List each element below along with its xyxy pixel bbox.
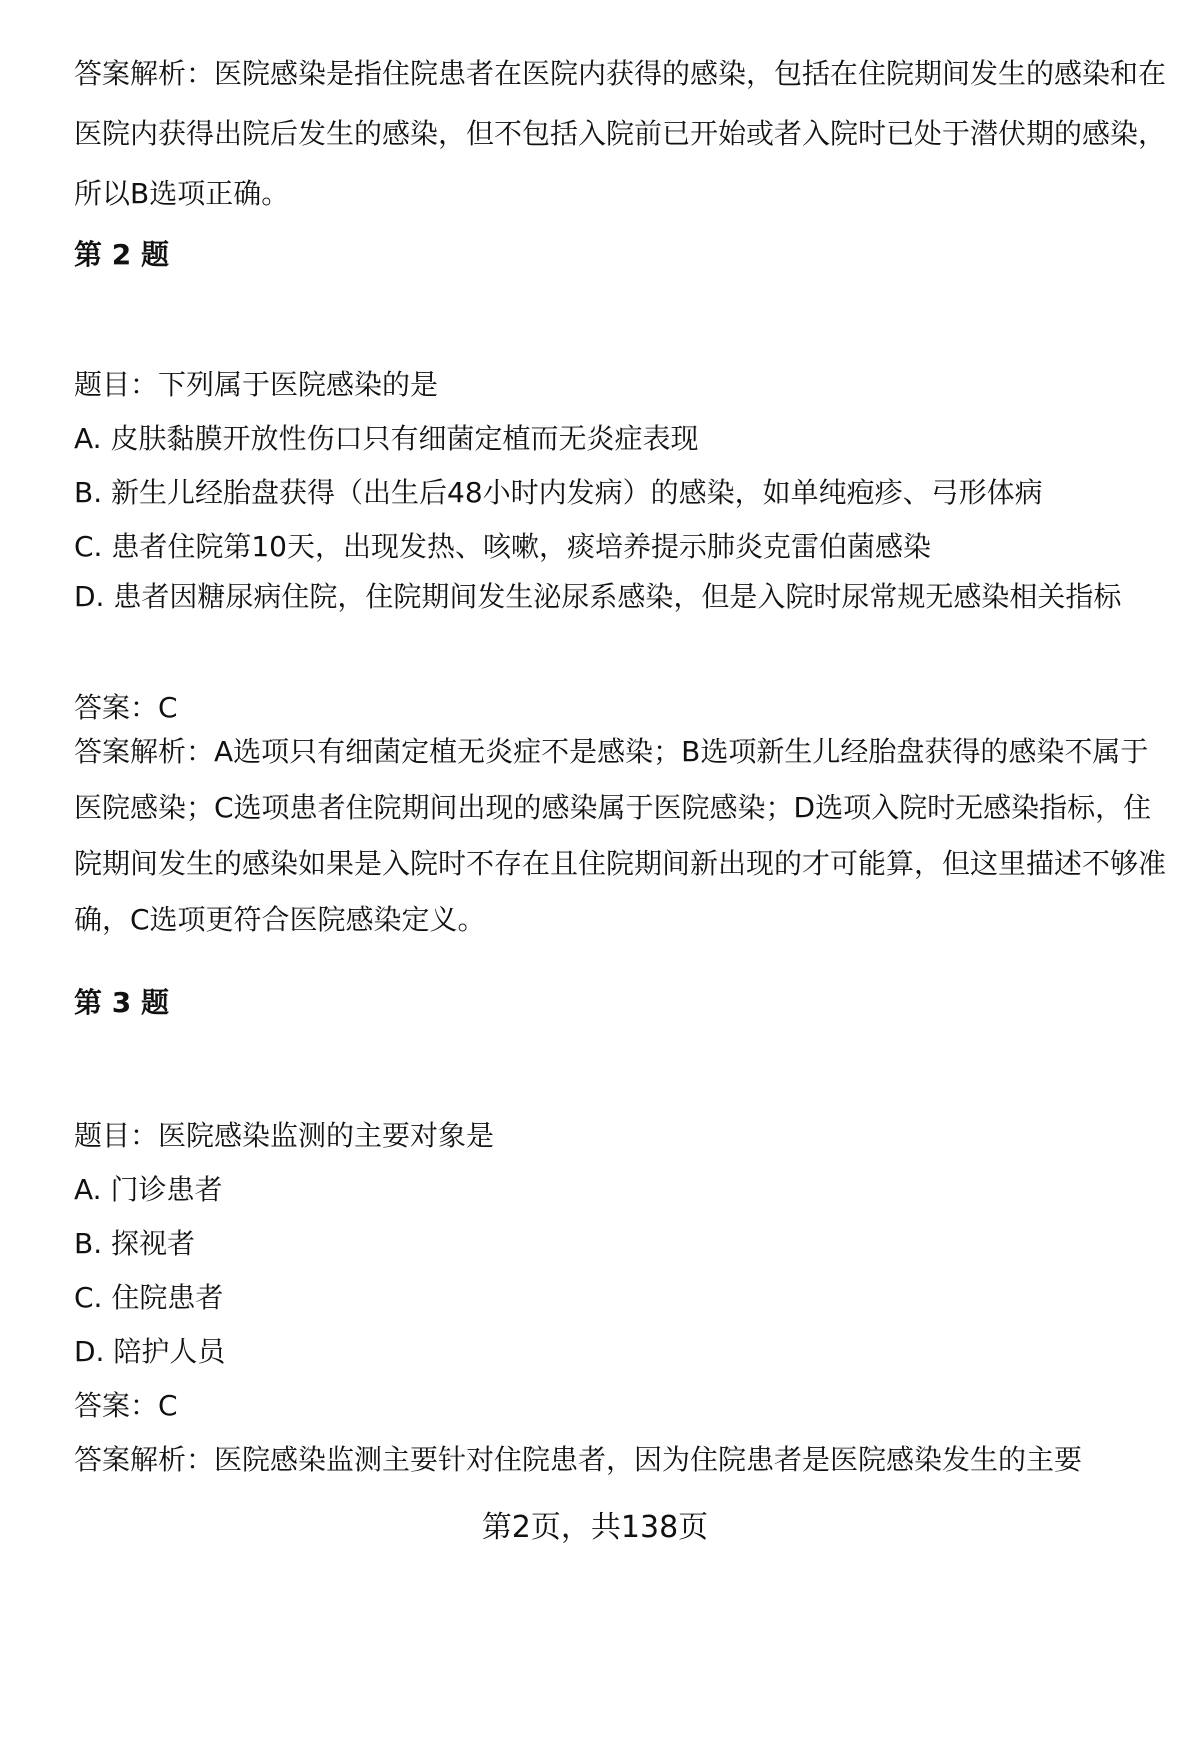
q3-option-d: D. 陪护人员 (74, 1335, 226, 1368)
q3-heading: 第 3 题 (74, 986, 169, 1019)
q2-analysis: 答案解析：A选项只有细菌定植无炎症不是感染；B选项新生儿经胎盘获得的感染不属于医院感染；C选项患者住院期间出现的感染属于医院感染；D选项入院时无感染指标，住院期间发生的感染如果是入院时不存在且住院期间新出现的才可能算，但这里描述不够准确，C选项更符合医院感染定义。 (74, 735, 1167, 936)
q3-question: 题目：医院感染监测的主要对象是 (74, 1119, 495, 1152)
q2-answer: 答案：C (74, 691, 178, 724)
q3-option-c: C. 住院患者 (74, 1281, 224, 1314)
q3-option-a: A. 门诊患者 (74, 1173, 223, 1206)
q2-option-b: B. 新生儿经胎盘获得（出生后48小时内发病）的感染，如单纯疱疹、弓形体病 (74, 476, 1043, 509)
q2-option-c: C. 患者住院第10天，出现发热、咳嗽，痰培养提示肺炎克雷伯菌感染 (74, 530, 931, 563)
q2-option-a: A. 皮肤黏膜开放性伤口只有细菌定植而无炎症表现 (74, 422, 699, 455)
q2-option-d: D. 患者因糖尿病住院，住院期间发生泌尿系感染，但是入院时尿常规无感染相关指标 (74, 580, 1122, 613)
q1-analysis: 答案解析：医院感染是指住院患者在医院内获得的感染，包括在住院期间发生的感染和在医院内获得出院后发生的感染，但不包括入院前已开始或者入院时已处于潜伏期的感染，所以B选项正确。 (74, 57, 1167, 210)
page-number-footer: 第2页，共138页 (481, 1510, 709, 1545)
q2-question: 题目：下列属于医院感染的是 (74, 368, 439, 401)
q3-analysis: 答案解析：医院感染监测主要针对住院患者，因为住院患者是医院感染发生的主要 (74, 1443, 1083, 1476)
q2-heading: 第 2 题 (74, 238, 169, 271)
q3-option-b: B. 探视者 (74, 1227, 196, 1260)
q3-answer: 答案：C (74, 1389, 178, 1422)
